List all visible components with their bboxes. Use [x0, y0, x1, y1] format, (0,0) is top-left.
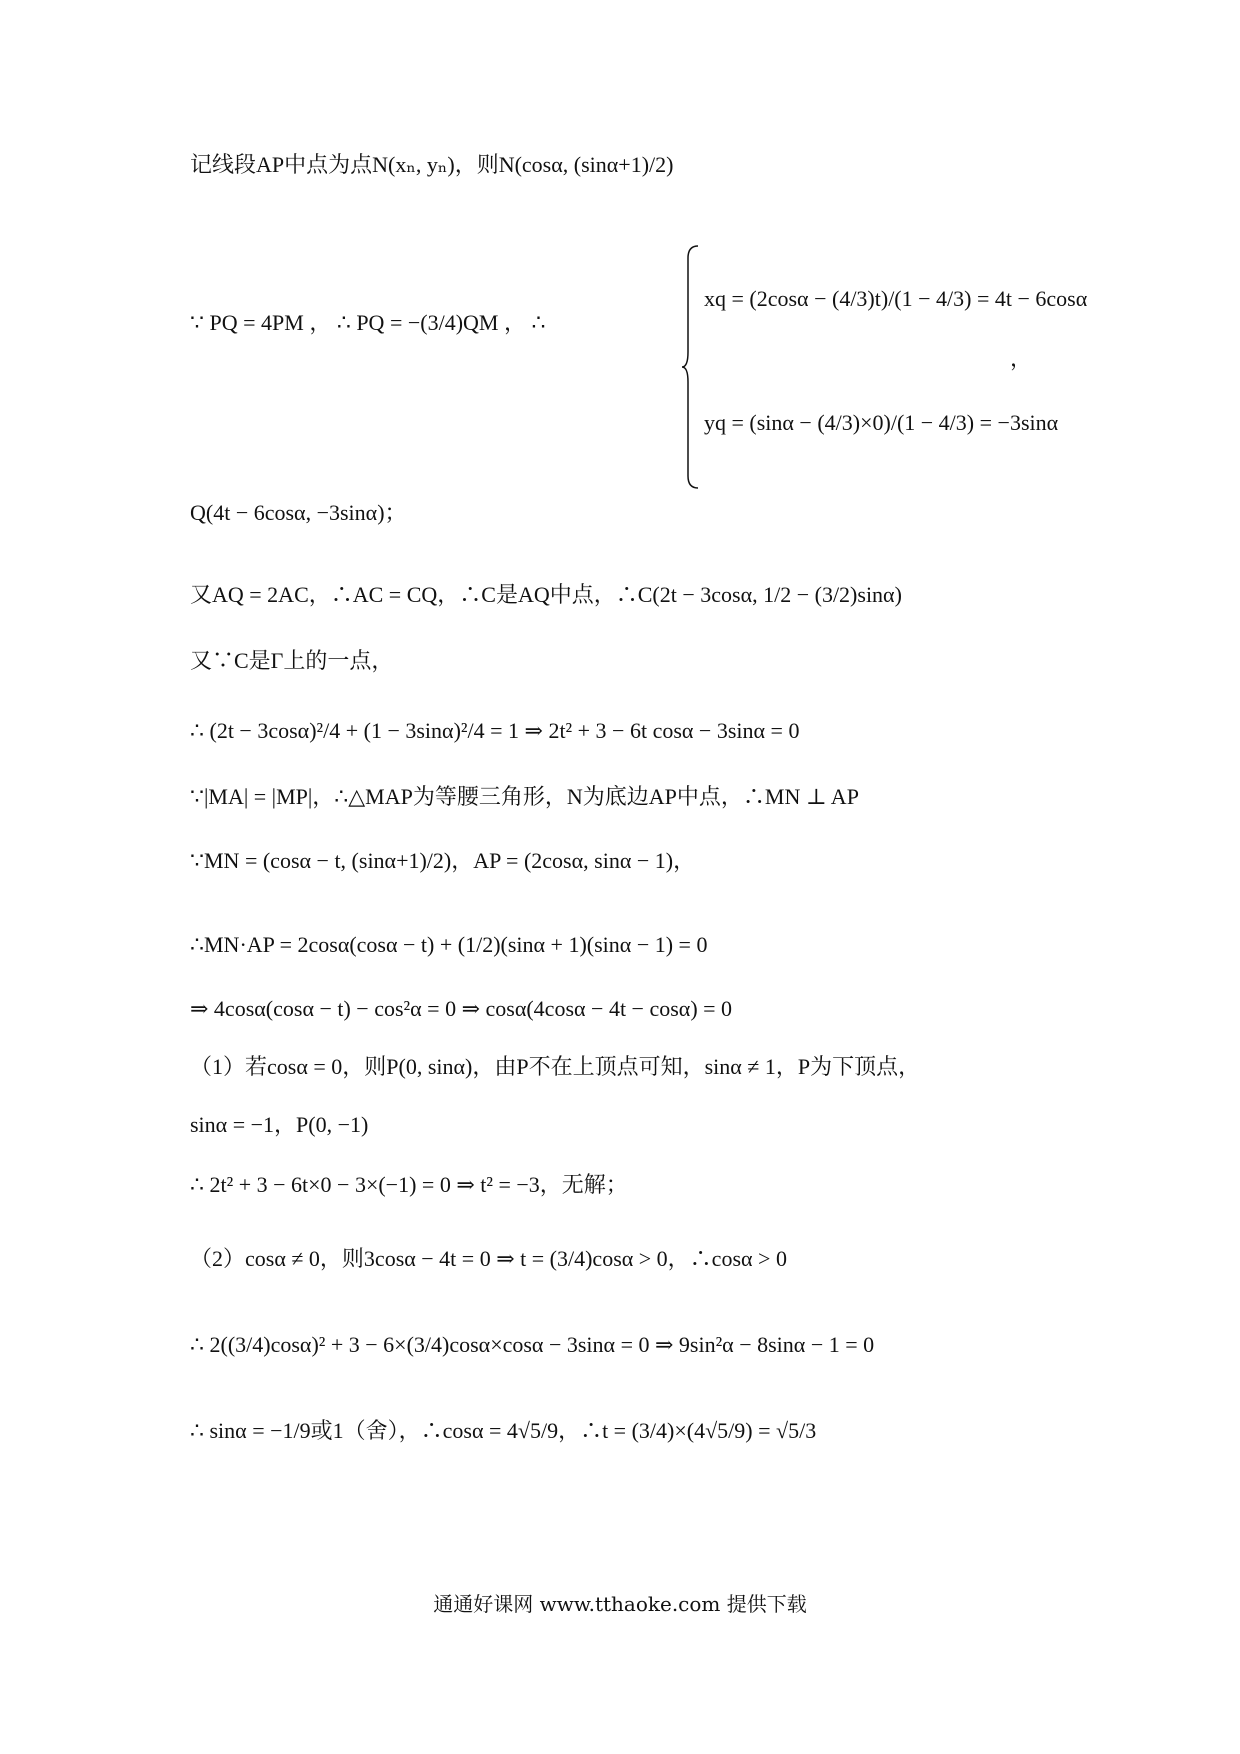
line-isosceles: ∵|MA| = |MP|，∴△MAP为等腰三角形，N为底边AP中点，∴MN ⊥ AP — [190, 784, 859, 809]
equation-xq: xq = (2cosα − (4/3)t)/(1 − 4/3) = 4t − 6cosα — [704, 286, 1088, 311]
line-midpoint-N: 记线段AP中点为点N(xₙ, yₙ)，则N(cosα, (sinα+1)/2) — [190, 152, 674, 177]
line-C-on-Gamma: 又∵C是Γ上的一点， — [190, 648, 394, 673]
equation-yq: yq = (sinα − (4/3)×0)/(1 − 4/3) = −3sinα — [704, 410, 1059, 435]
line-case-2: （2）cosα ≠ 0，则3cosα − 4t = 0 ⇒ t = (3/4)cosα > 0，∴cosα > 0 — [190, 1246, 787, 1271]
footer-text: 通通好课网 www.tthaoke.com 提供下载 — [433, 1592, 807, 1616]
trailing-comma: ， — [1010, 346, 1033, 371]
line-vector-PQ: ∵ PQ = 4PM ， ∴ PQ = −(3/4)QM ， ∴ — [190, 310, 546, 335]
line-case-2-equation: ∴ 2((3/4)cosα)² + 3 − 6×(3/4)cosα×cosα − 3sinα = 0 ⇒ 9sin²α − 8sinα − 1 = 0 — [190, 1332, 875, 1357]
line-ellipse-equation: ∴ (2t − 3cosα)²/4 + (1 − 3sinα)²/4 = 1 ⇒ 2t² + 3 − 6t cosα − 3sinα = 0 — [190, 718, 800, 743]
equation-system-Q — [680, 244, 1088, 490]
line-point-C: 又AQ = 2AC，∴AC = CQ，∴C是AQ中点，∴C(2t − 3cosα, 1/2 − (3/2)sinα) — [190, 582, 902, 607]
line-dot-product: ∴MN·AP = 2cosα(cosα − t) + (1/2)(sinα + 1)(sinα − 1) = 0 — [190, 932, 708, 957]
line-vectors-MN-AP: ∵MN = (cosα − t, (sinα+1)/2)，AP = (2cosα, sinα − 1)， — [190, 848, 696, 873]
line-point-Q: Q(4t − 6cosα, −3sinα)； — [190, 500, 407, 525]
line-case-1-point: sinα = −1，P(0, −1) — [190, 1112, 369, 1137]
line-simplify: ⇒ 4cosα(cosα − t) − cos²α = 0 ⇒ cosα(4cosα − 4t − cosα) = 0 — [190, 996, 733, 1021]
left-brace — [680, 244, 702, 490]
line-case-1: （1）若cosα = 0，则P(0, sinα)，由P不在上顶点可知，sinα ≠ 1，P为下顶点， — [190, 1054, 921, 1079]
line-final-answer: ∴ sinα = −1/9或1（舍），∴cosα = 4√5/9，∴t = (3/4)×(4√5/9) = √5/3 — [190, 1418, 817, 1443]
line-case-1-no-solution: ∴ 2t² + 3 − 6t×0 − 3×(−1) = 0 ⇒ t² = −3，无解； — [190, 1172, 628, 1197]
